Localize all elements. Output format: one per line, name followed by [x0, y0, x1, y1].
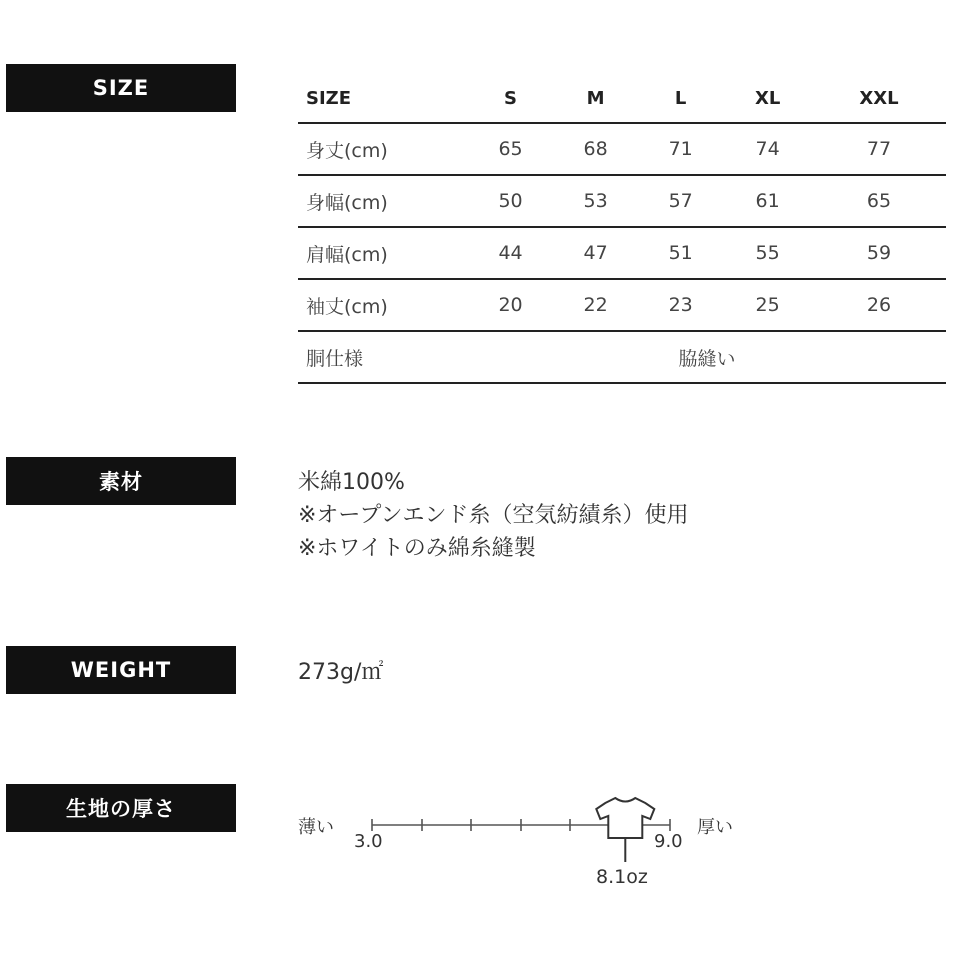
- table-cell: 50: [468, 175, 553, 227]
- row-label: 身幅(cm): [298, 175, 468, 227]
- table-cell: 68: [553, 123, 638, 175]
- table-cell: 44: [468, 227, 553, 279]
- size-header-xl: XL: [723, 74, 812, 123]
- table-row: [298, 279, 946, 331]
- material-line: ※ホワイトのみ綿糸縫製: [298, 536, 536, 561]
- size-header-label: SIZE: [298, 74, 468, 123]
- table-cell: 51: [638, 227, 723, 279]
- table-cell: 25: [723, 279, 812, 331]
- thin-label: 薄い: [298, 817, 334, 838]
- thickness-section-label: 生地の厚さ: [6, 784, 236, 832]
- table-cell: 65: [812, 175, 946, 227]
- body-spec-value: 脇縫い: [468, 331, 946, 383]
- thick-label: 厚い: [697, 817, 733, 838]
- table-cell: 71: [638, 123, 723, 175]
- size-header-xxl: XXL: [812, 74, 946, 123]
- table-cell: 65: [468, 123, 553, 175]
- table-cell: 23: [638, 279, 723, 331]
- table-cell: 57: [638, 175, 723, 227]
- weight-value: 273g/㎡: [298, 660, 384, 685]
- row-label: 肩幅(cm): [298, 227, 468, 279]
- size-header-s: S: [468, 74, 553, 123]
- table-row: [298, 123, 946, 175]
- weight-section-label: WEIGHT: [6, 646, 236, 694]
- table-cell: 47: [553, 227, 638, 279]
- current-thickness-label: 8.1oz: [596, 866, 648, 888]
- body-spec-label: 胴仕様: [298, 331, 468, 383]
- scale-min-label: 3.0: [354, 831, 383, 852]
- table-cell: 77: [812, 123, 946, 175]
- table-cell: 61: [723, 175, 812, 227]
- size-section-label: SIZE: [6, 64, 236, 112]
- material-line: ※オープンエンド糸（空気紡績糸）使用: [298, 503, 689, 528]
- size-table-header-row: [298, 74, 946, 123]
- row-label: 袖丈(cm): [298, 279, 468, 331]
- tshirt-icon: [596, 798, 654, 862]
- table-cell: 55: [723, 227, 812, 279]
- table-cell: 22: [553, 279, 638, 331]
- scale-max-label: 9.0: [654, 831, 683, 852]
- table-cell: 26: [812, 279, 946, 331]
- size-table: [298, 74, 946, 384]
- material-line: 米綿100%: [298, 470, 405, 495]
- table-cell: 74: [723, 123, 812, 175]
- table-cell: 20: [468, 279, 553, 331]
- table-row: [298, 227, 946, 279]
- body-spec-row: [298, 331, 946, 383]
- material-section-label: 素材: [6, 457, 236, 505]
- size-header-m: M: [553, 74, 638, 123]
- row-label: 身丈(cm): [298, 123, 468, 175]
- size-header-l: L: [638, 74, 723, 123]
- table-row: [298, 175, 946, 227]
- table-cell: 59: [812, 227, 946, 279]
- material-description: [298, 466, 688, 565]
- table-cell: 53: [553, 175, 638, 227]
